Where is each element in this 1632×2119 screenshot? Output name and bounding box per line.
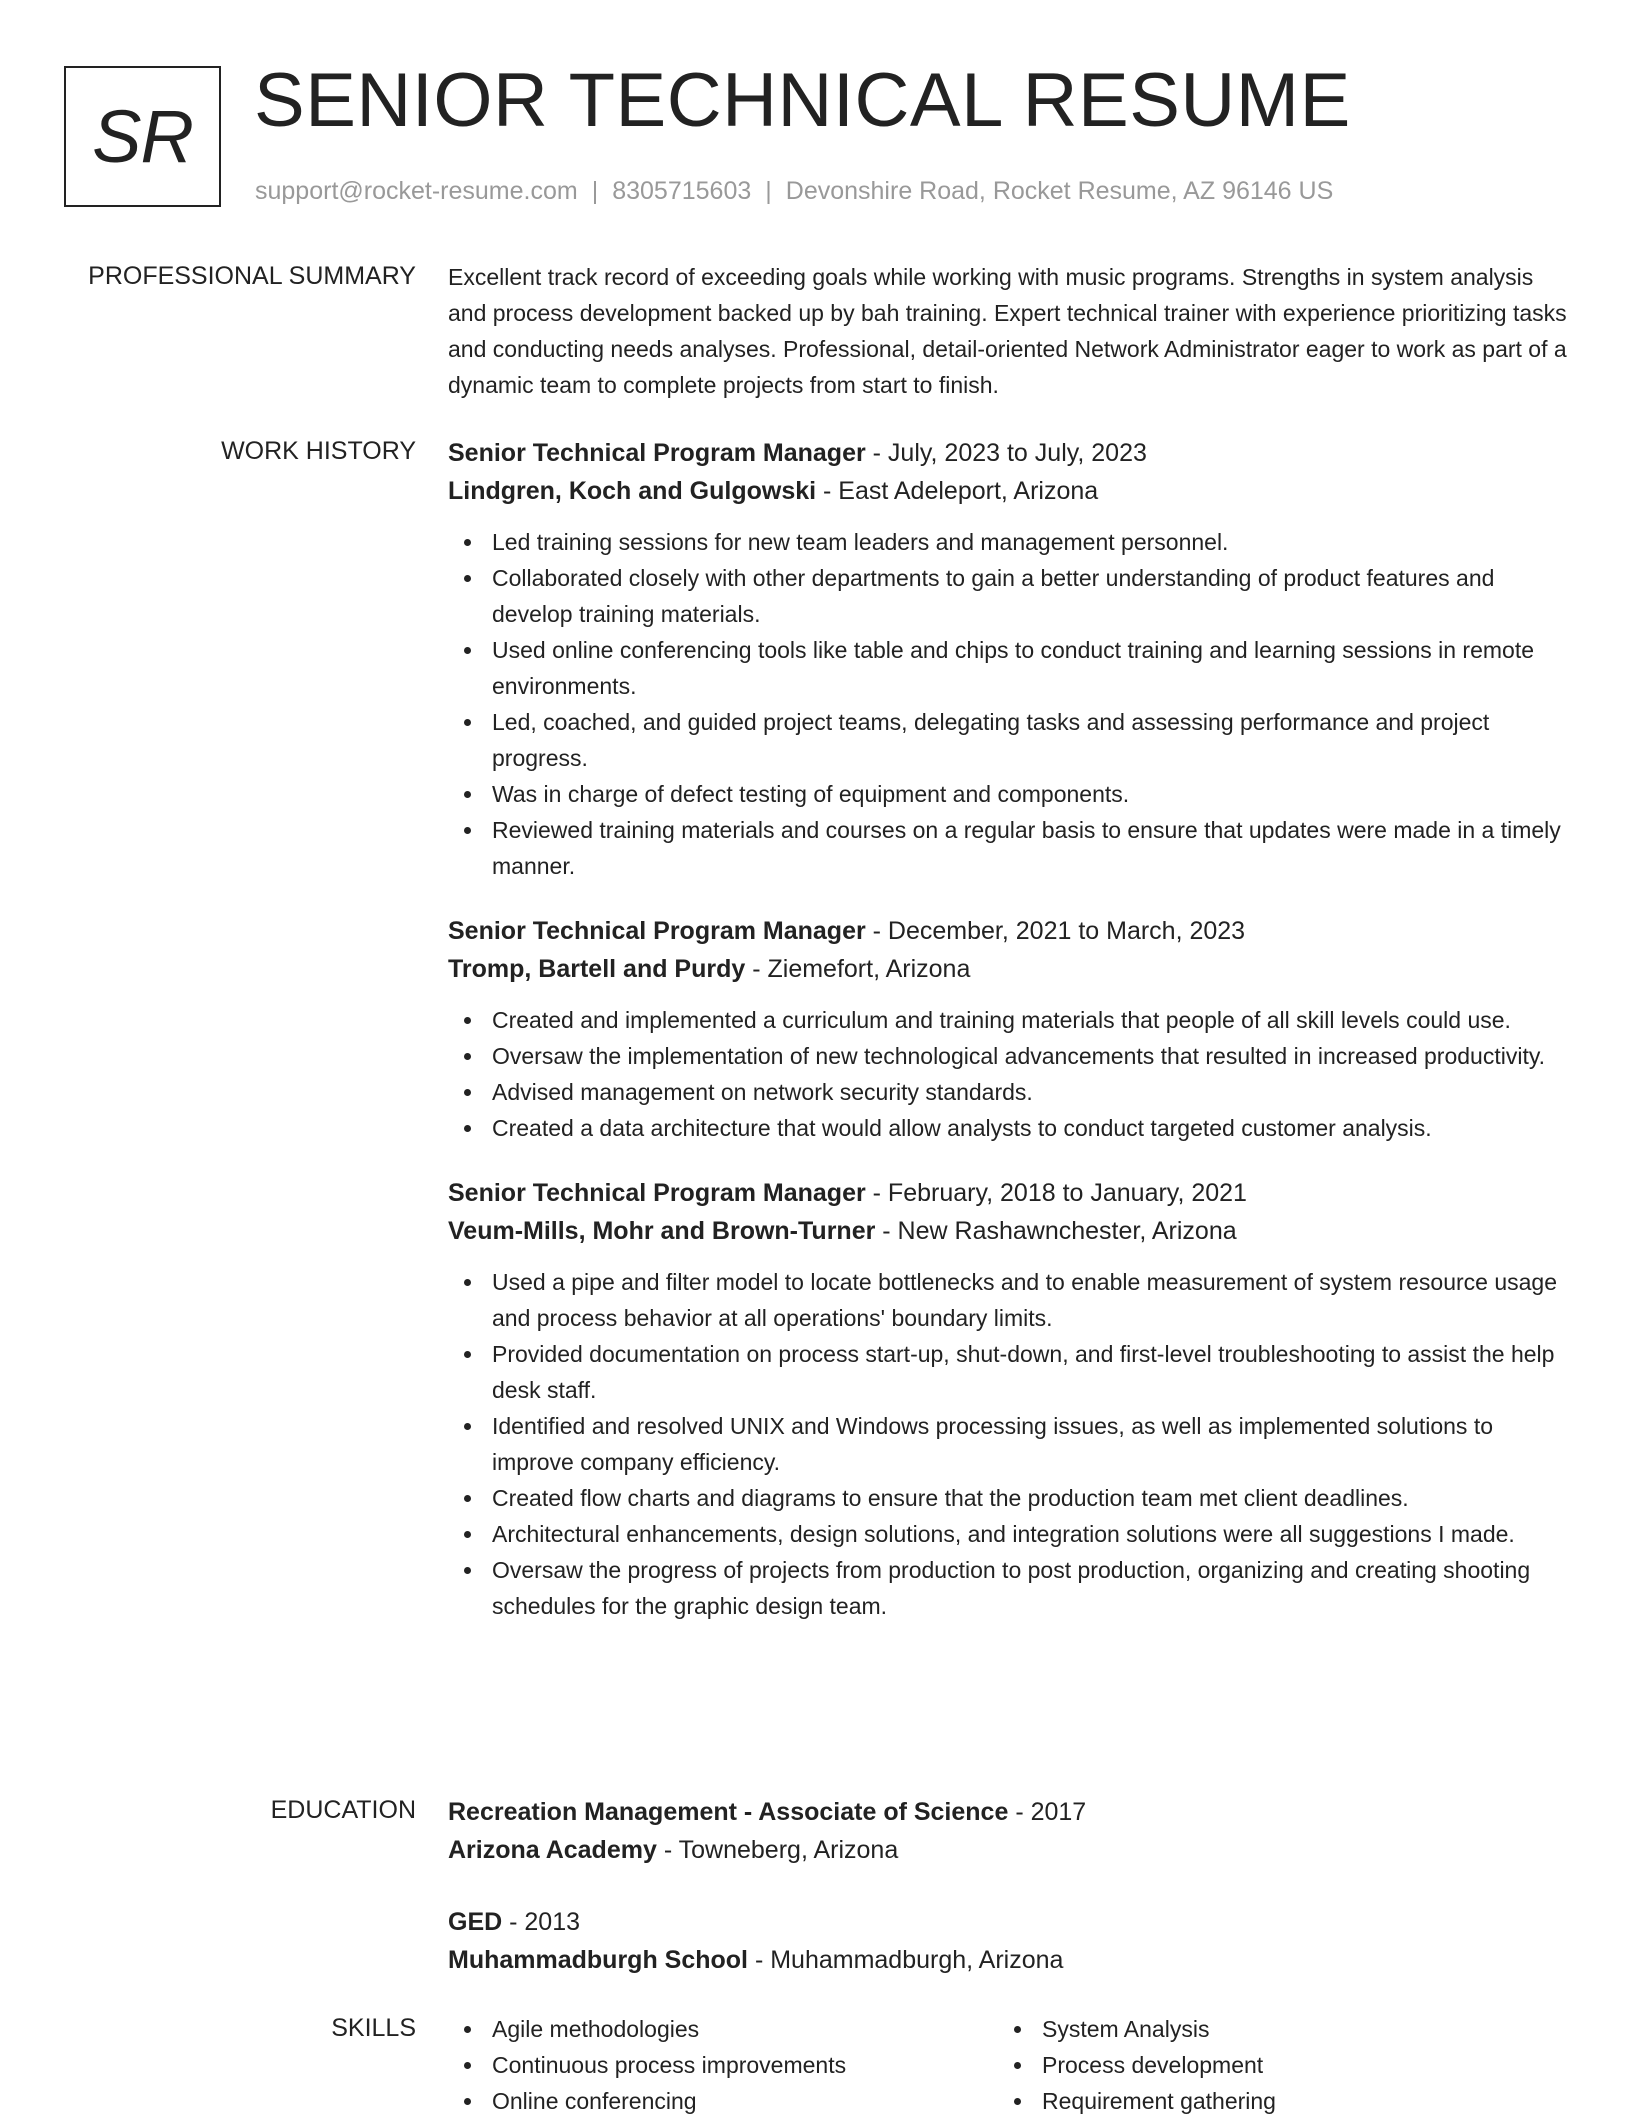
job-location: - East Adeleport, Arizona [816, 477, 1099, 505]
education-school-line [448, 1941, 1572, 1979]
contact-separator: | [591, 177, 599, 205]
skill-item: Agile methodologies [448, 2011, 998, 2047]
job-bullets [448, 524, 1572, 884]
education-entry [448, 1793, 1572, 1869]
job-bullet: Used a pipe and filter model to locate bottlenecks and to enable measurement of system resource usage and process behavior at all operations' boundary limits. [448, 1264, 1572, 1336]
contact-address: Devonshire Road, Rocket Resume, AZ 96146 US [785, 177, 1334, 205]
job-dates: - December, 2021 to March, 2023 [865, 917, 1246, 945]
contact-phone: 8305715603 [612, 177, 752, 205]
education-school-line [448, 1831, 1572, 1869]
job-bullet: Led training sessions for new team leaders and management personnel. [448, 524, 1572, 560]
job-bullet: Advised management on network security standards. [448, 1074, 1572, 1110]
job-dates: - February, 2018 to January, 2021 [865, 1179, 1247, 1207]
job-bullet: Oversaw the implementation of new technological advancements that resulted in increased productivity. [448, 1038, 1572, 1074]
skills-body [448, 2011, 1572, 2119]
job-company-line [448, 950, 1572, 988]
job-bullet: Provided documentation on process start-up, shut-down, and first-level troubleshooting to assist the help desk staff. [448, 1336, 1572, 1408]
job-company: Veum-Mills, Mohr and Brown-Turner [448, 1217, 876, 1245]
job-location: - Ziemefort, Arizona [745, 955, 971, 983]
job-entry [448, 1174, 1572, 1624]
education-year: - 2013 [502, 1908, 581, 1936]
job-bullet: Was in charge of defect testing of equipment and components. [448, 776, 1572, 812]
education-location: - Muhammadburgh, Arizona [748, 1946, 1064, 1974]
job-title-line [448, 912, 1572, 950]
job-location: - New Rashawnchester, Arizona [875, 1217, 1237, 1245]
job-bullet: Architectural enhancements, design solutions, and integration solutions were all suggestions I made. [448, 1516, 1572, 1552]
job-dates: - July, 2023 to July, 2023 [865, 439, 1147, 467]
education-entry [448, 1903, 1572, 1979]
education-body [448, 1793, 1572, 2013]
job-bullet: Identified and resolved UNIX and Windows processing issues, as well as implemented solutions to improve company efficiency. [448, 1408, 1572, 1480]
job-entry [448, 434, 1572, 884]
job-bullets [448, 1264, 1572, 1624]
job-bullet: Created a data architecture that would allow analysts to conduct targeted customer analysis. [448, 1110, 1572, 1146]
job-bullet: Created flow charts and diagrams to ensure that the production team met client deadlines. [448, 1480, 1572, 1516]
summary-heading: PROFESSIONAL SUMMARY [88, 262, 416, 290]
monogram-badge [64, 66, 221, 207]
job-company: Tromp, Bartell and Purdy [448, 955, 746, 983]
education-degree-line [448, 1903, 1572, 1941]
job-bullet: Used online conferencing tools like table and chips to conduct training and learning sessions in remote environments. [448, 632, 1572, 704]
job-company-line [448, 472, 1572, 510]
education-school: Muhammadburgh School [448, 1946, 748, 1974]
job-bullet: Created and implemented a curriculum and training materials that people of all skill levels could use. [448, 1002, 1572, 1038]
education-year: - 2017 [1008, 1798, 1087, 1826]
resume-title: SENIOR TECHNICAL RESUME [254, 58, 1351, 143]
education-degree: GED [448, 1908, 503, 1936]
summary-body [448, 259, 1572, 403]
education-heading: EDUCATION [270, 1796, 416, 1824]
skill-item: Process development [998, 2047, 1548, 2083]
skills-heading: SKILLS [331, 2014, 416, 2042]
skills-list-right [998, 2011, 1548, 2119]
education-degree-line [448, 1793, 1572, 1831]
skill-item: System Analysis [998, 2011, 1548, 2047]
job-bullet: Collaborated closely with other departments to gain a better understanding of product features and develop training materials. [448, 560, 1572, 632]
job-title: Senior Technical Program Manager [448, 439, 866, 467]
job-title-line [448, 1174, 1572, 1212]
skill-item: Requirement gathering [998, 2083, 1548, 2119]
summary-text: Excellent track record of exceeding goals while working with music programs. Strengths in system analysis and process development backed up by bah training. Expert technical trainer with experience prioritizing tasks and conducting needs analyses. Professional, detail-oriented Network Administrator eager to work as part of a dynamic team to complete projects from start to finish. [448, 264, 1567, 398]
contact-separator: | [765, 177, 772, 205]
job-bullet: Reviewed training materials and courses on a regular basis to ensure that updates were made in a timely manner. [448, 812, 1572, 884]
monogram-initials: SR [92, 95, 193, 178]
job-company: Lindgren, Koch and Gulgowski [448, 477, 817, 505]
skills-list-left [448, 2011, 998, 2119]
job-bullet: Oversaw the progress of projects from production to post production, organizing and creating shooting schedules for the graphic design team. [448, 1552, 1572, 1624]
skills-columns [448, 2011, 1572, 2119]
job-bullet: Led, coached, and guided project teams, delegating tasks and assessing performance and project progress. [448, 704, 1572, 776]
education-school: Arizona Academy [448, 1836, 657, 1864]
job-bullets [448, 1002, 1572, 1146]
education-degree: Recreation Management - Associate of Science [448, 1798, 1009, 1826]
job-title: Senior Technical Program Manager [448, 917, 866, 945]
work-history-heading: WORK HISTORY [221, 437, 416, 465]
work-history-body [448, 434, 1572, 1652]
job-title: Senior Technical Program Manager [448, 1179, 866, 1207]
job-title-line [448, 434, 1572, 472]
job-company-line [448, 1212, 1572, 1250]
skill-item: Online conferencing [448, 2083, 998, 2119]
contact-line [255, 174, 1333, 208]
contact-email: support@rocket-resume.com [255, 177, 578, 205]
job-entry [448, 912, 1572, 1146]
education-location: - Towneberg, Arizona [656, 1836, 899, 1864]
skill-item: Continuous process improvements [448, 2047, 998, 2083]
